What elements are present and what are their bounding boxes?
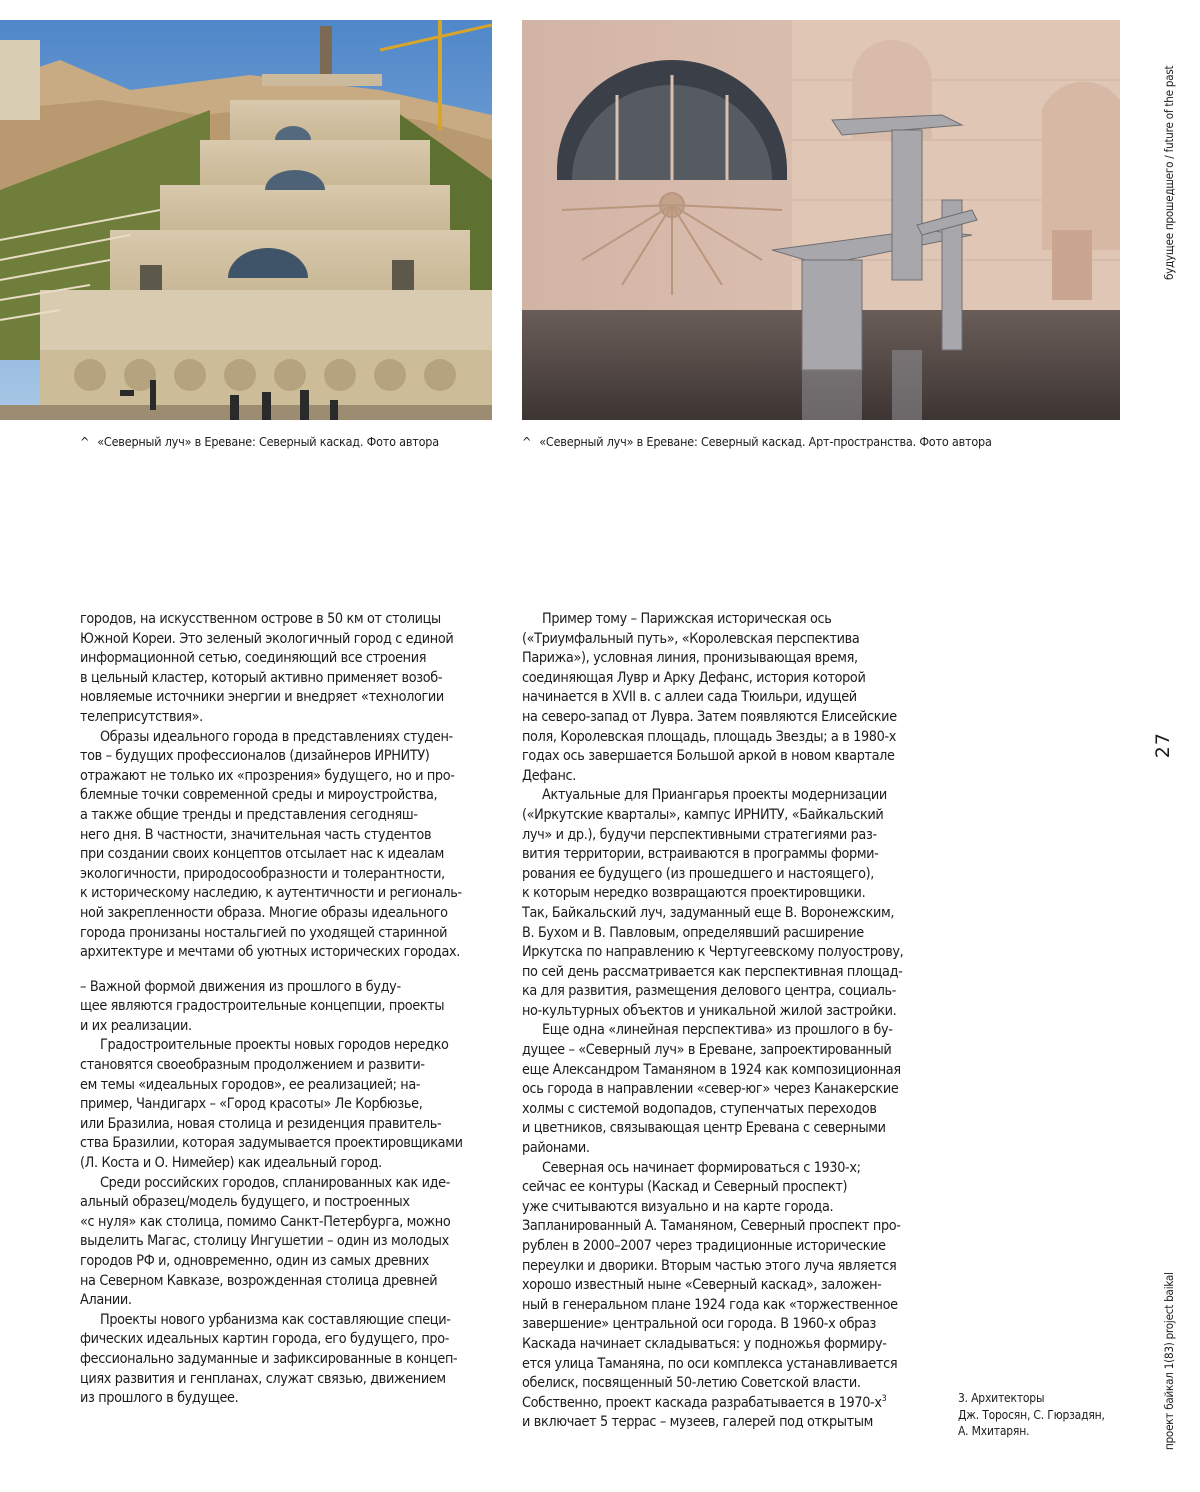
text-line: городов РФ и, одновременно, один из самых древних	[80, 1253, 429, 1269]
text-line: холмы с системой водопадов, ступенчатых переходов	[522, 1100, 877, 1117]
text-line: (Л. Коста и О. Нимейер) как идеальный город.	[80, 1155, 382, 1172]
text-line: «с нуля» как столица, помимо Санкт-Петербурга, можно	[80, 1213, 451, 1230]
footnote-line: А. Мхитарян.	[958, 1424, 1030, 1438]
text-line: поля, Королевская площадь, площадь Звезды; а в 1980-х	[522, 728, 897, 745]
text-line: рования ее будущего (из прошедшего и настоящего),	[522, 865, 875, 882]
text-line: В. Бухом и В. Павловым, определявший расширение	[522, 924, 864, 941]
text-line: Пример тому – Парижская историческая ось	[542, 611, 832, 627]
text-line: щее являются градостроительные концепции, проекты	[80, 998, 445, 1015]
paragraph	[522, 610, 942, 786]
text-line: вития территории, встраиваются в программы форми-	[522, 846, 879, 863]
text-line: дущее – «Северный луч» в Ереване, запроектированный	[522, 1042, 892, 1059]
text-line: и включает 5 террас – музеев, галерей под открытым	[522, 1414, 873, 1431]
text-line: к историческому наследию, к аутентичности и региональ-	[80, 885, 462, 902]
paragraph	[80, 1036, 500, 1173]
text-line: Дефанс.	[522, 767, 576, 784]
footnote	[958, 1390, 1158, 1440]
text-line: годах ось завершается Большой аркой в новом квартале	[522, 748, 895, 765]
text-line: экологичности, природосообразности и толерантности,	[80, 865, 445, 882]
journal-issue: проект байкал 1(83) project baikal	[1162, 1272, 1176, 1450]
text-line: начинается в XVII в. с аллеи сада Тюильри, идущей	[522, 689, 857, 706]
text-line: Алании.	[80, 1292, 132, 1309]
text-line: но-культурных объектов и уникальной жилой застройки.	[522, 1002, 897, 1019]
paragraph	[80, 978, 500, 1037]
text-line: ства Бразилии, которая задумывается проектировщиками	[80, 1135, 463, 1152]
text-line: Среди российских городов, спланированных как иде-	[100, 1174, 451, 1191]
text-line: Актуальные для Приангарья проекты модернизации	[542, 787, 887, 804]
text-line: районами.	[522, 1140, 590, 1157]
text-line: города пронизаны ностальгией по уходящей старинной	[80, 924, 448, 941]
text-line: на Северном Кавказе, возрожденная столица древней	[80, 1272, 438, 1289]
text-line: Так, Байкальский луч, задуманный еще В. Воронежским,	[522, 904, 895, 921]
text-line: по сей день рассматривается как перспективная площад-	[522, 963, 903, 980]
text-line: переулки и дворики. Вторым частью этого луча является	[522, 1257, 897, 1274]
text-line: соединяющая Лувр и Арку Дефанс, история которой	[522, 669, 866, 686]
text-line: ось города в направлении «север-юг» через Канакерские	[522, 1081, 899, 1098]
article-column-left	[80, 610, 500, 1409]
text-line: еще Александром Таманяном в 1924 как композиционная	[522, 1061, 901, 1078]
text-line: и цветников, связывающая центр Еревана с северными	[522, 1120, 886, 1137]
text-line: альный образец/модель будущего, и построенных	[80, 1194, 410, 1211]
text-line: на северо-запад от Лувра. Затем появляются Елисейские	[522, 708, 897, 725]
text-line: него дня. В частности, значительная часть студентов	[80, 826, 432, 843]
text-line: Собственно, проект каскада разрабатывается в $1970-х^3$	[522, 1393, 887, 1411]
text-line: уже считываются визуально и на карте города.	[522, 1198, 834, 1215]
text-line: новляемые источники энергии и внедряет «технологии	[80, 689, 444, 706]
text-line: циях развития и генпланах, служат связью, движением	[80, 1370, 446, 1387]
text-line: при создании своих концептов отсылает нас к идеалам	[80, 846, 444, 863]
text-line: к которым нередко возвращаются проектировщики.	[522, 885, 866, 902]
text-line: Северная ось начинает формироваться с 1930-х;	[542, 1159, 861, 1176]
text-line: рублен в 2000–2007 через традиционные исторические	[522, 1238, 886, 1254]
section-title: будущее прошедшего / future of the past	[1162, 65, 1176, 280]
text-line: Парижа»), условная линия, пронизывающая время,	[522, 650, 858, 667]
text-line: луч» и др.), будучи перспективными стратегиями раз-	[522, 826, 877, 843]
text-line: фессионально задуманные и зафиксированные в концеп-	[80, 1350, 458, 1367]
text-line: сейчас ее контуры (Каскад и Северный проспект)	[522, 1179, 848, 1196]
paragraph	[522, 786, 942, 1021]
text-line: Градостроительные проекты новых городов нередко	[100, 1037, 449, 1054]
text-line: ной закрепленности образа. Многие образы идеального	[80, 904, 448, 921]
caption-text: «Северный луч» в Ереване: Северный каскад. Арт-пространства. Фото автора	[539, 434, 992, 449]
text-line: информационной сетью, соединяющий все строения	[80, 650, 427, 667]
cascade-photo	[0, 20, 492, 420]
text-line: – Важной формой движения из прошлого в буду-	[80, 978, 401, 995]
art-spaces-photo	[522, 20, 1120, 420]
text-line: или Бразилиа, новая столица и резиденция правитель-	[80, 1115, 442, 1132]
text-line: тов – будущих профессионалов (дизайнеров ИРНИТУ)	[80, 748, 430, 765]
text-line: отражают не только их «прозрения» будущего, но и про-	[80, 767, 455, 784]
text-line: ка для развития, размещения делового центра, социаль-	[522, 983, 897, 1000]
text-line: Иркутска по направлению к Чертугеевскому полуострову,	[522, 944, 904, 961]
text-line: блемные точки современной среды и мироустройства,	[80, 787, 438, 804]
text-line: завершение» центральной оси города. В 1960-х образ	[522, 1316, 876, 1333]
text-line: ный в генеральном плане 1924 года как «торжественное	[522, 1296, 898, 1313]
text-line: Образы идеального города в представлениях студен-	[100, 728, 453, 745]
text-line: Запланированный А. Таманяном, Северный проспект про-	[522, 1218, 901, 1235]
text-line: городов, на искусственном острове в 50 км от столицы	[80, 611, 441, 627]
text-line: а также общие тренды и представления сегодняш-	[80, 806, 418, 823]
paragraph	[522, 1021, 942, 1158]
footnote-line: 3. Архитекторы	[958, 1391, 1045, 1405]
text-line: из прошлого в будущее.	[80, 1390, 239, 1407]
text-line: Каскада начинает складываться: у подножья формиру-	[522, 1335, 887, 1352]
paragraph	[80, 610, 500, 728]
caption-marker: ^	[80, 434, 90, 449]
caption-marker: ^	[522, 434, 532, 449]
article-column-right	[522, 610, 942, 1433]
paragraph	[80, 1174, 500, 1311]
paragraph	[522, 1159, 942, 1433]
text-line: Южной Кореи. Это зеленый экологичный город с единой	[80, 630, 454, 647]
text-line: телеприсутствия».	[80, 708, 203, 725]
text-line: фических идеальных картин города, его будущего, про-	[80, 1331, 450, 1348]
paragraph	[80, 728, 500, 963]
text-line: становятся своеобразным продолжением и развити-	[80, 1057, 425, 1074]
text-line: пример, Чандигарх – «Город красоты» Ле Корбюзье,	[80, 1096, 423, 1113]
page-number: 27	[1152, 732, 1174, 759]
text-line: Еще одна «линейная перспектива» из прошлого в бу-	[542, 1022, 893, 1039]
text-line: в цельный кластер, который активно применяет возоб-	[80, 669, 443, 686]
caption-text: «Северный луч» в Ереване: Северный каскад. Фото автора	[97, 434, 439, 449]
text-line: обелиск, посвященный 50-летию Советской власти.	[522, 1375, 861, 1392]
footnote-ref: 3	[881, 1393, 887, 1404]
text-line: ется улица Таманяна, по оси комплекса устанавливается	[522, 1355, 898, 1372]
text-line: выделить Магас, столицу Ингушетии – один из молодых	[80, 1233, 449, 1250]
photo-caption	[80, 434, 439, 450]
text-line: Проекты нового урбанизма как составляющие специ-	[100, 1311, 451, 1328]
text-line: архитектуре и мечтами об уютных исторических городах.	[80, 944, 461, 961]
footnote-line: Дж. Торосян, С. Гюрзадян,	[958, 1407, 1105, 1422]
photo-caption	[522, 434, 992, 450]
paragraph	[80, 1311, 500, 1409]
text-line: хорошо известный ныне «Северный каскад», заложен-	[522, 1277, 882, 1294]
text-line: («Иркутские кварталы», кампус ИРНИТУ, «Байкальский	[522, 806, 884, 823]
text-line: ем темы «идеальных городов», ее реализацией; на-	[80, 1076, 421, 1093]
text-line: и их реализации.	[80, 1017, 192, 1034]
text-line: («Триумфальный путь», «Королевская перспектива	[522, 630, 860, 647]
